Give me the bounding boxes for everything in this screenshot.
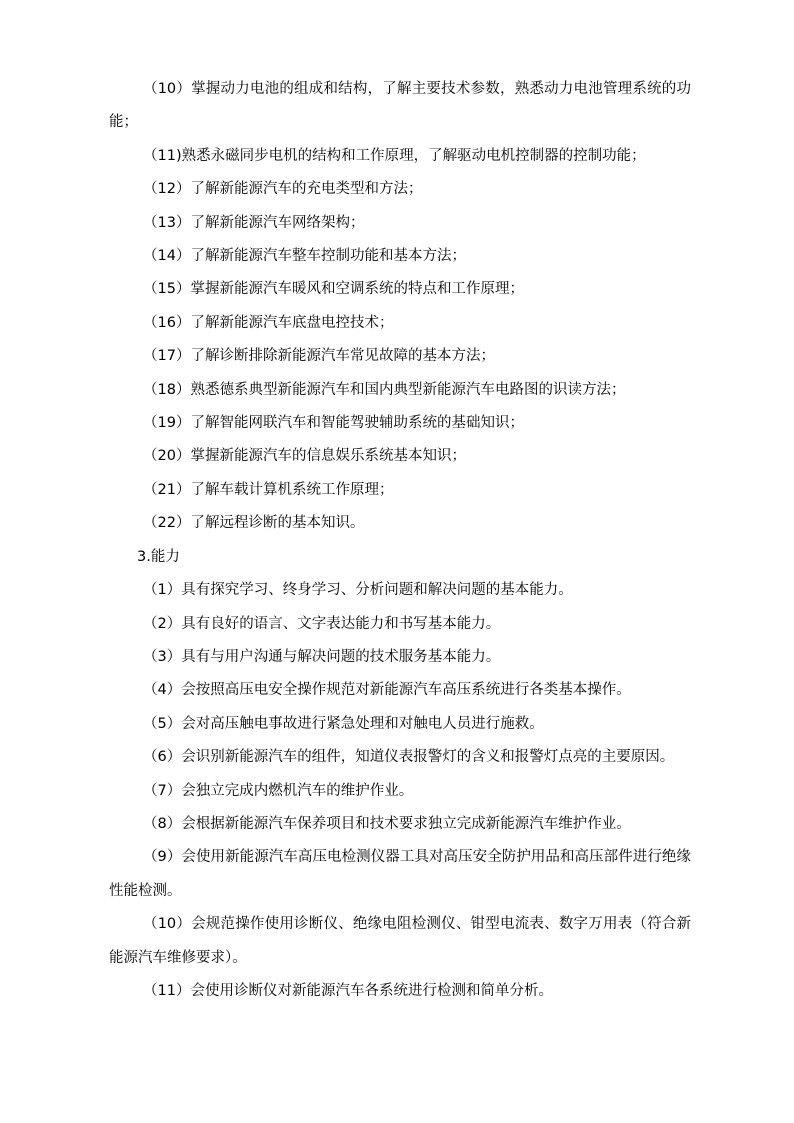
paragraph-ability-7: （7）会独立完成内燃机汽车的维护作业。: [143, 782, 414, 799]
paragraph-knowledge-15: （15）掌握新能源汽车暖风和空调系统的特点和工作原理；: [143, 281, 524, 298]
paragraph-knowledge-19: （19）了解智能网联汽车和智能驾驶辅助系统的基础知识；: [143, 415, 524, 432]
document-body: [109, 73, 691, 1008]
paragraph-ability-6: （6）会识别新能源汽车的组件，知道仪表报警灯的含义和报警灯点亮的主要原因。: [143, 749, 675, 766]
paragraph-knowledge-14: （14）了解新能源汽车整车控制功能和基本方法；: [143, 248, 466, 265]
paragraph-knowledge-17: （17）了解诊断排除新能源汽车常见故障的基本方法；: [143, 348, 495, 365]
paragraph-ability-11: （11）会使用诊断仪对新能源汽车各系统进行检测和简单分析。: [143, 982, 553, 999]
paragraph-knowledge-12: （12）了解新能源汽车的充电类型和方法；: [143, 181, 423, 198]
paragraph-ability-3: （3）具有与用户沟通与解决问题的技术服务基本能力。: [143, 648, 501, 665]
section-heading-ability: 3.能力: [137, 548, 180, 565]
paragraph-knowledge-22: （22）了解远程诊断的基本知识。: [143, 515, 365, 532]
paragraph-ability-4: （4）会按照高压电安全操作规范对新能源汽车高压系统进行各类基本操作。: [143, 682, 631, 699]
paragraph-ability-1: （1）具有探究学习、终身学习、分析问题和解决问题的基本能力。: [143, 582, 573, 599]
paragraph-knowledge-18: （18）熟悉德系典型新能源汽车和国内典型新能源汽车电路图的识读方法；: [143, 381, 626, 398]
paragraph-ability-2: （2）具有良好的语言、文字表达能力和书写基本能力。: [143, 615, 501, 632]
paragraph-knowledge-10: （10）掌握动力电池的组成和结构，了解主要技术参数，熟悉动力电池管理系统的功能；: [109, 81, 691, 131]
paragraph-knowledge-13: （13）了解新能源汽车网络架构；: [143, 214, 365, 231]
paragraph-knowledge-21: （21）了解车载计算机系统工作原理；: [143, 481, 394, 498]
paragraph-ability-8: （8）会根据新能源汽车保养项目和技术要求独立完成新能源汽车维护作业。: [143, 815, 631, 832]
paragraph-knowledge-11: （11)熟悉永磁同步电机的结构和工作原理，了解驱动电机控制器的控制功能；: [143, 147, 646, 164]
paragraph-ability-5: （5）会对高压触电事故进行紧急处理和对触电人员进行施救。: [143, 715, 544, 732]
paragraph-ability-9: （9）会使用新能源汽车高压电检测仪器工具对高压安全防护用品和高压部件进行绝缘性能检测。: [109, 849, 691, 899]
paragraph-knowledge-16: （16）了解新能源汽车底盘电控技术；: [143, 314, 394, 331]
paragraph-ability-10: （10）会规范操作使用诊断仪、绝缘电阻检测仪、钳型电流表、数字万用表（符合新能源汽车维修要求）。: [109, 916, 691, 966]
paragraph-knowledge-20: （20）掌握新能源汽车的信息娱乐系统基本知识；: [143, 448, 466, 465]
